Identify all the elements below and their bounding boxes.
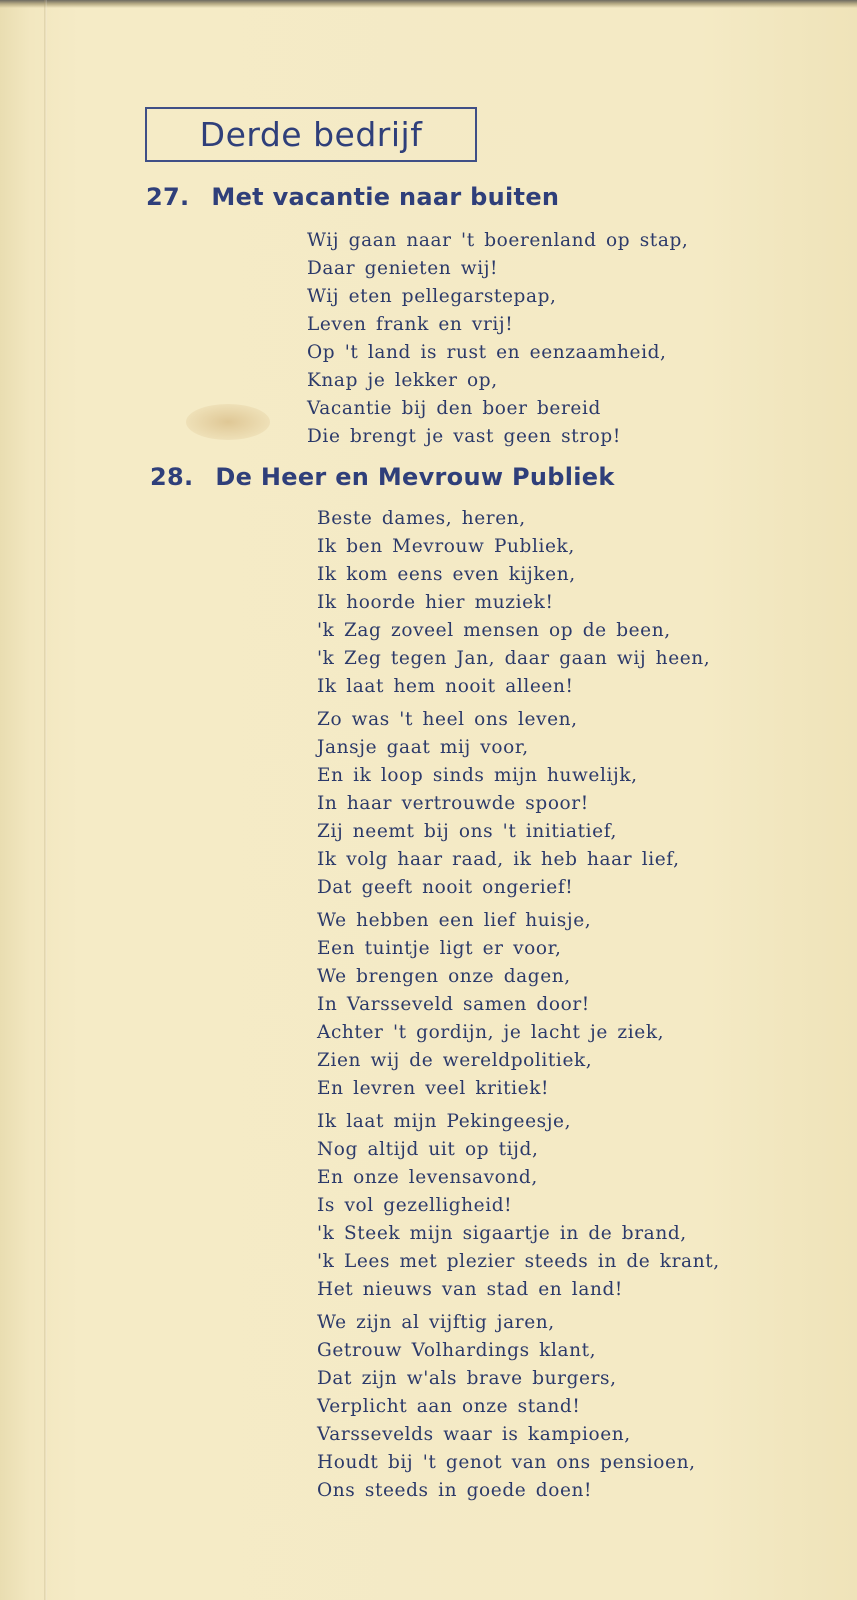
lyric-line: Verplicht aan onze stand! — [317, 1396, 581, 1417]
act-title-box — [145, 107, 477, 162]
lyric-line: We hebben een lief huisje, — [317, 910, 592, 931]
lyric-line: Een tuintje ligt er voor, — [317, 938, 562, 959]
lyric-line: Varssevelds waar is kampioen, — [317, 1424, 631, 1445]
lyric-line: Is vol gezelligheid! — [317, 1195, 513, 1216]
lyric-line: Dat zijn w'als brave burgers, — [317, 1368, 617, 1389]
lyric-line: Ik ben Mevrouw Publiek, — [317, 536, 575, 557]
song-title-28 — [150, 463, 615, 491]
lyric-line: Wij eten pellegarstepap, — [307, 286, 557, 307]
lyric-line: Ik kom eens even kijken, — [317, 564, 576, 585]
lyric-line: Zij neemt bij ons 't initiatief, — [317, 821, 617, 842]
lyric-line: Dat geeft nooit ongerief! — [317, 877, 574, 898]
lyric-line: Leven frank en vrij! — [307, 314, 514, 335]
lyric-line: Knap je lekker op, — [307, 370, 498, 391]
lyric-line: Ons steeds in goede doen! — [317, 1480, 593, 1501]
lyric-line: In Varsseveld samen door! — [317, 994, 590, 1015]
page-top-edge — [0, 0, 857, 8]
lyric-line: Ik volg haar raad, ik heb haar lief, — [317, 849, 680, 870]
lyric-line: We brengen onze dagen, — [317, 966, 571, 987]
lyric-line: In haar vertrouwde spoor! — [317, 793, 589, 814]
lyric-line: Zo was 't heel ons leven, — [317, 709, 578, 730]
song-number: 28. — [150, 463, 194, 491]
song-number: 27. — [146, 183, 190, 211]
lyric-line: Vacantie bij den boer bereid — [307, 398, 601, 419]
lyric-line: Ik laat hem nooit alleen! — [317, 676, 574, 697]
paper-stain — [186, 404, 270, 440]
lyric-line: Achter 't gordijn, je lacht je ziek, — [317, 1022, 665, 1043]
lyric-line: 'k Lees met plezier steeds in de krant, — [317, 1251, 720, 1272]
song-title-text: Met vacantie naar buiten — [211, 183, 560, 211]
song-title-27 — [146, 183, 559, 211]
lyric-line: Daar genieten wij! — [307, 258, 499, 279]
lyric-line: Ik laat mijn Pekingeesje, — [317, 1111, 572, 1132]
act-title: Derde bedrijf — [199, 115, 423, 154]
lyric-line: Jansje gaat mij voor, — [317, 737, 529, 758]
lyric-line: Het nieuws van stad en land! — [317, 1279, 623, 1300]
lyric-line: 'k Steek mijn sigaartje in de brand, — [317, 1223, 687, 1244]
lyric-line: Die brengt je vast geen strop! — [307, 426, 621, 447]
song-title-text: De Heer en Mevrouw Publiek — [215, 463, 615, 491]
lyric-line: Getrouw Volhardings klant, — [317, 1340, 597, 1361]
lyric-line: Wij gaan naar 't boerenland op stap, — [307, 230, 689, 251]
lyric-line: Zien wij de wereldpolitiek, — [317, 1050, 593, 1071]
lyric-line: We zijn al vijftig jaren, — [317, 1312, 555, 1333]
lyric-line: En ik loop sinds mijn huwelijk, — [317, 765, 638, 786]
lyric-line: 'k Zeg tegen Jan, daar gaan wij heen, — [317, 648, 711, 669]
lyric-line: Ik hoorde hier muziek! — [317, 592, 554, 613]
lyric-line: En levren veel kritiek! — [317, 1078, 550, 1099]
lyric-line: Beste dames, heren, — [317, 508, 526, 529]
lyric-line: 'k Zag zoveel mensen op de been, — [317, 620, 671, 641]
lyric-line: Houdt bij 't genot van ons pensioen, — [317, 1452, 696, 1473]
lyric-line: Op 't land is rust en eenzaamheid, — [307, 342, 667, 363]
lyric-line: Nog altijd uit op tijd, — [317, 1139, 539, 1160]
page-fold — [44, 0, 47, 1600]
lyric-line: En onze levensavond, — [317, 1167, 538, 1188]
